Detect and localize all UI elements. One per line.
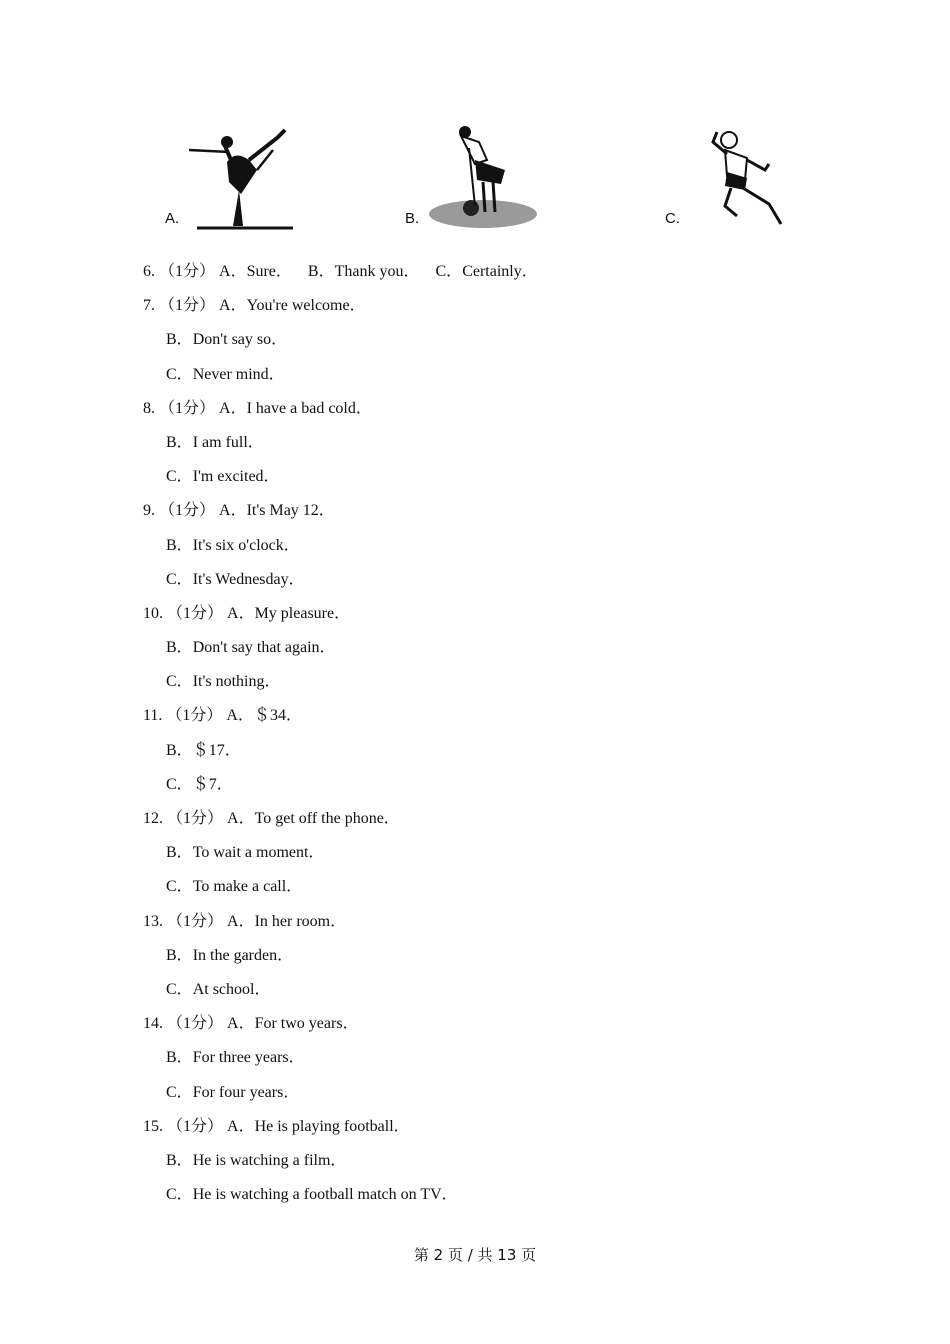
option-text: At school． [192, 980, 271, 998]
figure-skater-icon [165, 120, 305, 235]
option-letter: A． [219, 399, 247, 417]
option-letter: B． [166, 536, 193, 554]
option-letter: A． [227, 1117, 255, 1135]
question-6 [143, 257, 843, 291]
question-score: （1分） [167, 912, 224, 930]
question-15 [143, 1112, 843, 1146]
runner-icon [665, 120, 795, 235]
option-text: For three years． [192, 1049, 305, 1067]
option-letter: C． [166, 980, 193, 998]
option-text: To make a call． [192, 878, 303, 896]
question-score: （1分） [167, 1117, 224, 1135]
option-text: He is watching a football match on TV． [192, 1186, 458, 1204]
option-text: Don't say so． [192, 331, 288, 349]
option-c[interactable] [143, 872, 843, 906]
option-letter: A． [227, 810, 255, 827]
option-a[interactable] [219, 263, 292, 280]
option-text: To wait a moment． [192, 844, 325, 862]
question-number: 6. [143, 263, 155, 280]
option-a[interactable] [226, 707, 302, 724]
option-letter: C． [435, 263, 463, 280]
option-text: It's Wednesday． [192, 570, 305, 588]
option-b[interactable] [143, 633, 843, 667]
option-a[interactable] [219, 502, 335, 519]
option-c[interactable] [436, 263, 538, 280]
page-footer: 第 2 页 / 共 13 页 [413, 1246, 537, 1264]
option-text: I am full． [192, 433, 264, 451]
option-text: My pleasure． [254, 604, 351, 622]
option-letter: C． [166, 570, 193, 588]
option-letter: A． [227, 1015, 255, 1033]
option-letter: B． [166, 741, 193, 759]
option-b[interactable] [308, 263, 420, 280]
golfer-icon [405, 120, 545, 235]
option-letter: A． [219, 263, 247, 280]
option-c[interactable] [143, 462, 843, 496]
option-text: It's May 12． [246, 502, 335, 520]
option-letter: C． [166, 1083, 193, 1101]
option-a[interactable] [227, 913, 346, 930]
picture-option-c[interactable] [665, 120, 795, 235]
option-letter: A． [227, 604, 255, 622]
option-text: For four years． [192, 1083, 300, 1101]
question-13 [143, 907, 843, 941]
option-b[interactable] [143, 838, 843, 872]
picture-option-b[interactable] [405, 120, 545, 235]
option-text: ＄17． [192, 741, 241, 759]
option-text: He is playing football． [254, 1117, 410, 1135]
option-c[interactable] [143, 1078, 843, 1112]
option-letter: A． [227, 912, 255, 930]
option-letter: A． [219, 297, 247, 315]
option-text: Don't say that again． [192, 639, 336, 657]
option-b[interactable] [143, 325, 843, 359]
option-text: He is watching a film． [192, 1151, 347, 1169]
option-c[interactable] [143, 565, 843, 599]
question-14 [143, 1009, 843, 1043]
option-letter: C． [166, 775, 193, 793]
option-letter: C． [166, 878, 193, 896]
question-11 [143, 701, 843, 735]
option-letter: B． [166, 331, 193, 349]
option-a[interactable] [227, 1118, 410, 1135]
option-text: It's nothing． [192, 673, 281, 691]
question-score: （1分） [159, 263, 216, 280]
question-number: 7. [143, 297, 155, 315]
picture-options [0, 120, 950, 240]
question-number: 11. [143, 707, 163, 725]
question-number: 13. [143, 912, 163, 930]
option-text: Certainly． [462, 263, 538, 280]
question-score: （1分） [167, 810, 224, 827]
option-text: To get off the phone． [254, 810, 400, 827]
option-b[interactable] [143, 1146, 843, 1180]
picture-label: C. [665, 210, 680, 227]
question-score: （1分） [167, 604, 224, 622]
option-a[interactable] [219, 400, 372, 417]
option-text: I'm excited． [192, 468, 280, 486]
option-b[interactable] [143, 1043, 843, 1077]
option-letter: B． [166, 1049, 193, 1067]
option-letter: B． [166, 639, 193, 657]
question-score: （1分） [159, 297, 216, 315]
option-text: ＄34． [253, 707, 302, 725]
option-text: Never mind． [192, 365, 285, 383]
option-letter: A． [219, 502, 247, 520]
option-c[interactable] [143, 667, 843, 701]
option-letter: A． [226, 707, 254, 725]
option-letter: C． [166, 365, 193, 383]
question-score: （1分） [167, 1015, 224, 1033]
question-9 [143, 496, 843, 530]
option-text: I have a bad cold． [246, 399, 372, 417]
option-letter: B． [166, 433, 193, 451]
picture-option-a[interactable] [165, 120, 305, 235]
option-a[interactable] [219, 297, 366, 314]
option-text: It's six o'clock． [192, 536, 300, 554]
option-c[interactable] [143, 975, 843, 1009]
option-letter: C． [166, 468, 193, 486]
picture-label: A. [165, 210, 180, 227]
question-7 [143, 291, 843, 325]
question-number: 14. [143, 1015, 163, 1033]
picture-label: B. [405, 210, 420, 227]
option-letter: B． [166, 844, 193, 862]
option-text: For two years． [254, 1015, 359, 1033]
option-a[interactable] [227, 1015, 359, 1032]
option-c[interactable] [143, 770, 843, 804]
option-b[interactable] [143, 428, 843, 462]
option-letter: B． [166, 946, 193, 964]
question-number: 10. [143, 604, 163, 622]
option-text: ＄7． [192, 775, 233, 793]
option-a[interactable] [227, 605, 350, 622]
question-number: 15. [143, 1117, 163, 1135]
option-c[interactable] [143, 1180, 843, 1214]
option-b[interactable] [143, 736, 843, 770]
option-letter: B． [166, 1151, 193, 1169]
question-number: 9. [143, 502, 155, 520]
question-12 [143, 804, 843, 838]
option-text: In her room． [254, 912, 347, 930]
option-text: Sure． [246, 263, 292, 280]
question-10 [143, 599, 843, 633]
option-text: Thank you． [334, 263, 420, 280]
option-b[interactable] [143, 531, 843, 565]
option-text: In the garden． [192, 946, 294, 964]
question-score: （1分） [159, 399, 216, 417]
question-score: （1分） [166, 707, 223, 725]
question-8 [143, 394, 843, 428]
option-a[interactable] [227, 810, 400, 827]
question-number: 12. [143, 810, 163, 827]
option-c[interactable] [143, 360, 843, 394]
question-number: 8. [143, 399, 155, 417]
option-letter: C． [166, 1186, 193, 1204]
question-score: （1分） [159, 502, 216, 520]
option-text: You're welcome． [246, 297, 366, 315]
option-letter: C． [166, 673, 193, 691]
option-b[interactable] [143, 941, 843, 975]
option-letter: B． [307, 263, 335, 280]
question-list [143, 257, 843, 1214]
